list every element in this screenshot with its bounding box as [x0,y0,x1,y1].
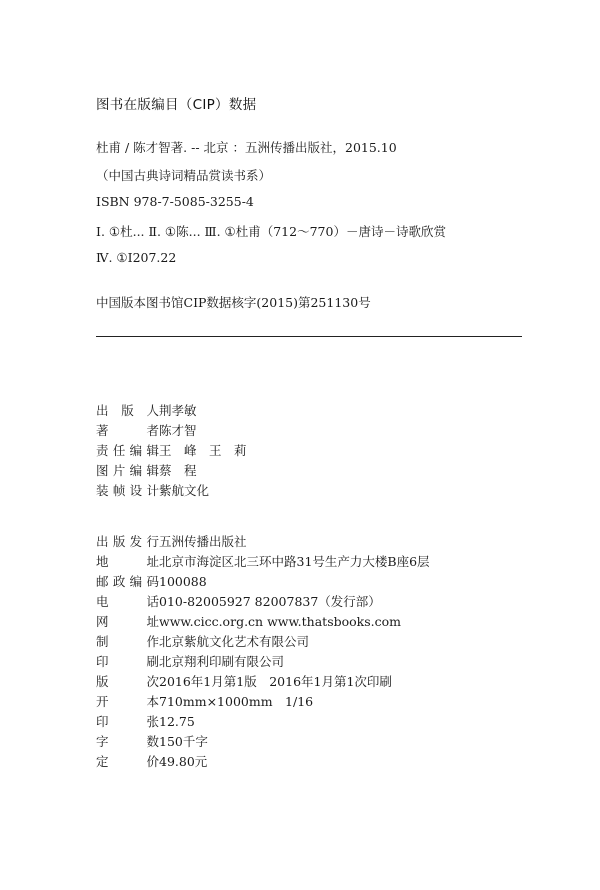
pub-row-postcode [96,572,207,592]
cip-line-series: （中国古典诗词精品赏读书系） [96,168,272,183]
pub-row-printer [96,652,285,672]
staff-value: 荆孝敏 [159,403,197,418]
pub-row-address [96,552,430,572]
pub-row-production [96,632,310,652]
pub-label: 地 址 [96,554,159,569]
pub-value: 12.75 [159,714,195,729]
pub-row-edition [96,672,392,692]
pub-row-format [96,692,314,712]
pub-label: 邮政编码 [96,574,159,589]
pub-value: www.cicc.org.cn www.thatsbooks.com [159,614,402,629]
pub-row-sheets [96,712,195,732]
pub-value: 150千字 [159,734,208,749]
staff-label: 图片编辑 [96,463,159,478]
divider-rule [96,336,522,337]
pub-value: 北京市海淀区北三环中路31号生产力大楼B座6层 [159,554,430,569]
cip-line-author: 杜甫 / 陈才智著. -- 北京 ：五洲传播出版社，2015.10 [96,140,397,155]
pub-row-website [96,612,402,632]
pub-value: 五洲传播出版社 [159,534,247,549]
pub-label: 制 作 [96,634,159,649]
cip-line-classification: Ⅳ. ①I207.22 [96,250,177,265]
pub-label: 开 本 [96,694,159,709]
pub-value: 100088 [159,574,207,589]
pub-value: 北京翔利印刷有限公司 [159,654,285,669]
pub-label: 出版发行 [96,534,159,549]
pub-label: 版 次 [96,674,159,689]
pub-row-word-count [96,732,208,752]
staff-row-design [96,481,210,501]
cip-title: 图书在版编目（CIP）数据 [96,97,257,113]
staff-row-author [96,421,197,441]
pub-label: 字 数 [96,734,159,749]
staff-value: 蔡 程 [159,463,197,478]
staff-label: 装帧设计 [96,483,159,498]
pub-value: 710mm×1000mm 1/16 [159,694,314,709]
staff-value: 紫航文化 [159,483,210,498]
pub-label: 网 址 [96,614,159,629]
staff-row-publisher [96,401,197,421]
pub-value: 010-82005927 82007837（发行部） [159,594,381,609]
pub-label: 印 刷 [96,654,159,669]
staff-value: 陈才智 [159,423,197,438]
staff-row-image-editor [96,461,197,481]
pub-label: 印 张 [96,714,159,729]
pub-row-phone [96,592,381,612]
pub-value: 49.80元 [159,754,208,769]
staff-label: 著 者 [96,423,159,438]
cip-line-isbn: ISBN 978-7-5085-3255-4 [96,194,254,209]
pub-value: 2016年1月第1版 2016年1月第1次印刷 [159,674,392,689]
cip-line-record-number: 中国版本图书馆CIP数据核字(2015)第251130号 [96,295,371,310]
cip-line-subjects: Ⅰ. ①杜... Ⅱ. ①陈... Ⅲ. ①杜甫（712～770）－唐诗－诗歌欣赏 [96,224,446,239]
pub-label: 定 价 [96,754,159,769]
staff-value: 王 峰 王 莉 [159,443,247,458]
staff-row-editor [96,441,247,461]
pub-row-price [96,752,208,772]
pub-value: 北京紫航文化艺术有限公司 [159,634,310,649]
staff-label: 出 版 人 [96,403,159,418]
staff-label: 责任编辑 [96,443,159,458]
pub-label: 电 话 [96,594,159,609]
pub-row-distributor [96,532,247,552]
